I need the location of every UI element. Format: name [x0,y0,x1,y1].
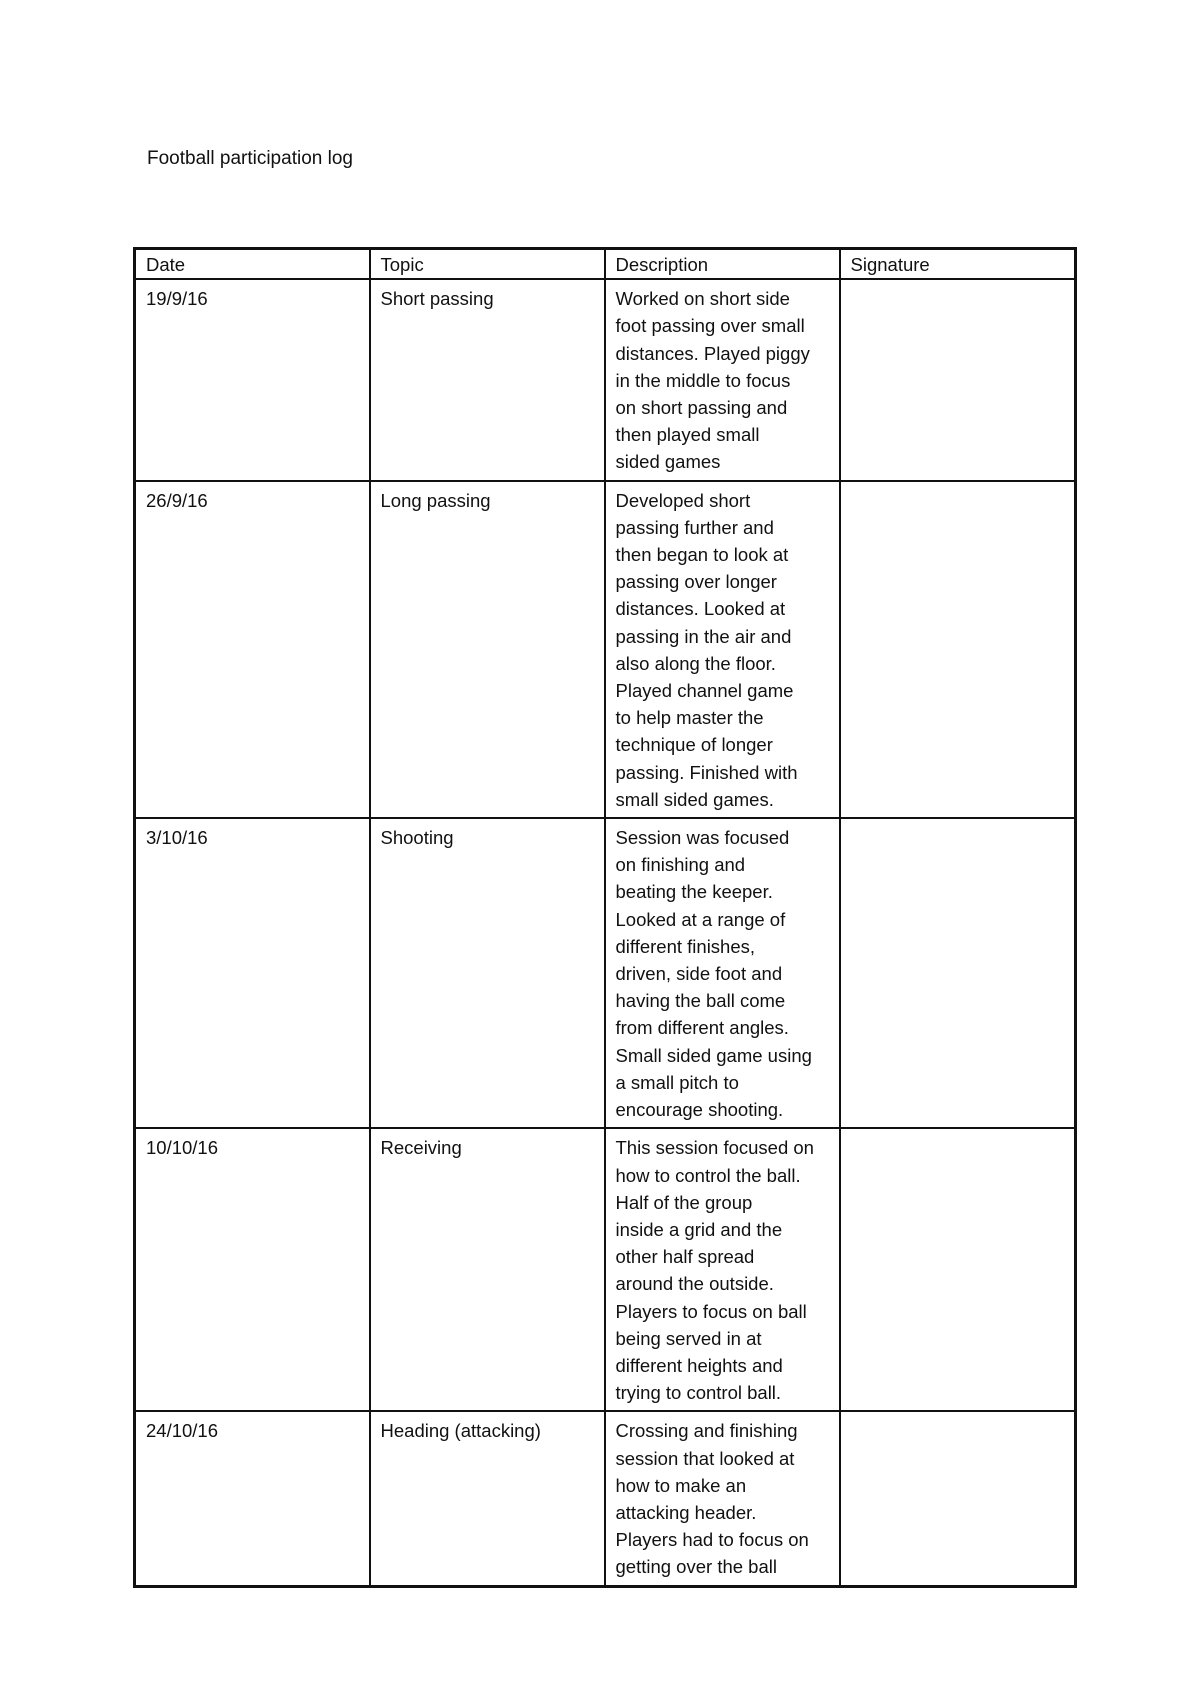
description-cell: Developed short passing further and then began to look at passing over longer distances. Looked at passing in the air and also along the floor. Played channel game to help master the technique of longer passing. Finished with small sided games. [605,481,840,818]
description-cell: This session focused on how to control the ball. Half of the group inside a grid and the other half spread around the outside. Players to focus on ball being served in at different heights and trying to control ball. [605,1128,840,1411]
table-row [135,279,1076,480]
header-topic: Topic [370,249,605,280]
document-title: Football participation log [147,148,353,169]
table-row [135,481,1076,818]
description-cell: Crossing and finishing session that looked at how to make an attacking header. Players had to focus on getting over the ball [605,1411,840,1586]
table-row [135,1411,1076,1586]
topic-cell: Receiving [370,1128,605,1411]
participation-log-table [133,247,1077,1588]
header-date: Date [135,249,370,280]
date-cell: 19/9/16 [135,279,370,480]
signature-cell[interactable] [840,1411,1076,1586]
header-signature: Signature [840,249,1076,280]
description-cell: Worked on short side foot passing over small distances. Played piggy in the middle to focus on short passing and then played small sided games [605,279,840,480]
topic-cell: Long passing [370,481,605,818]
date-cell: 24/10/16 [135,1411,370,1586]
date-cell: 10/10/16 [135,1128,370,1411]
table-header-row [135,249,1076,280]
signature-cell[interactable] [840,818,1076,1128]
header-description: Description [605,249,840,280]
topic-cell: Shooting [370,818,605,1128]
signature-cell[interactable] [840,1128,1076,1411]
date-cell: 3/10/16 [135,818,370,1128]
table-row [135,818,1076,1128]
topic-cell: Short passing [370,279,605,480]
table-row [135,1128,1076,1411]
signature-cell[interactable] [840,279,1076,480]
signature-cell[interactable] [840,481,1076,818]
description-cell: Session was focused on finishing and beating the keeper. Looked at a range of different finishes, driven, side foot and having the ball come from different angles. Small sided game using a small pitch to encourage shooting. [605,818,840,1128]
topic-cell: Heading (attacking) [370,1411,605,1586]
date-cell: 26/9/16 [135,481,370,818]
